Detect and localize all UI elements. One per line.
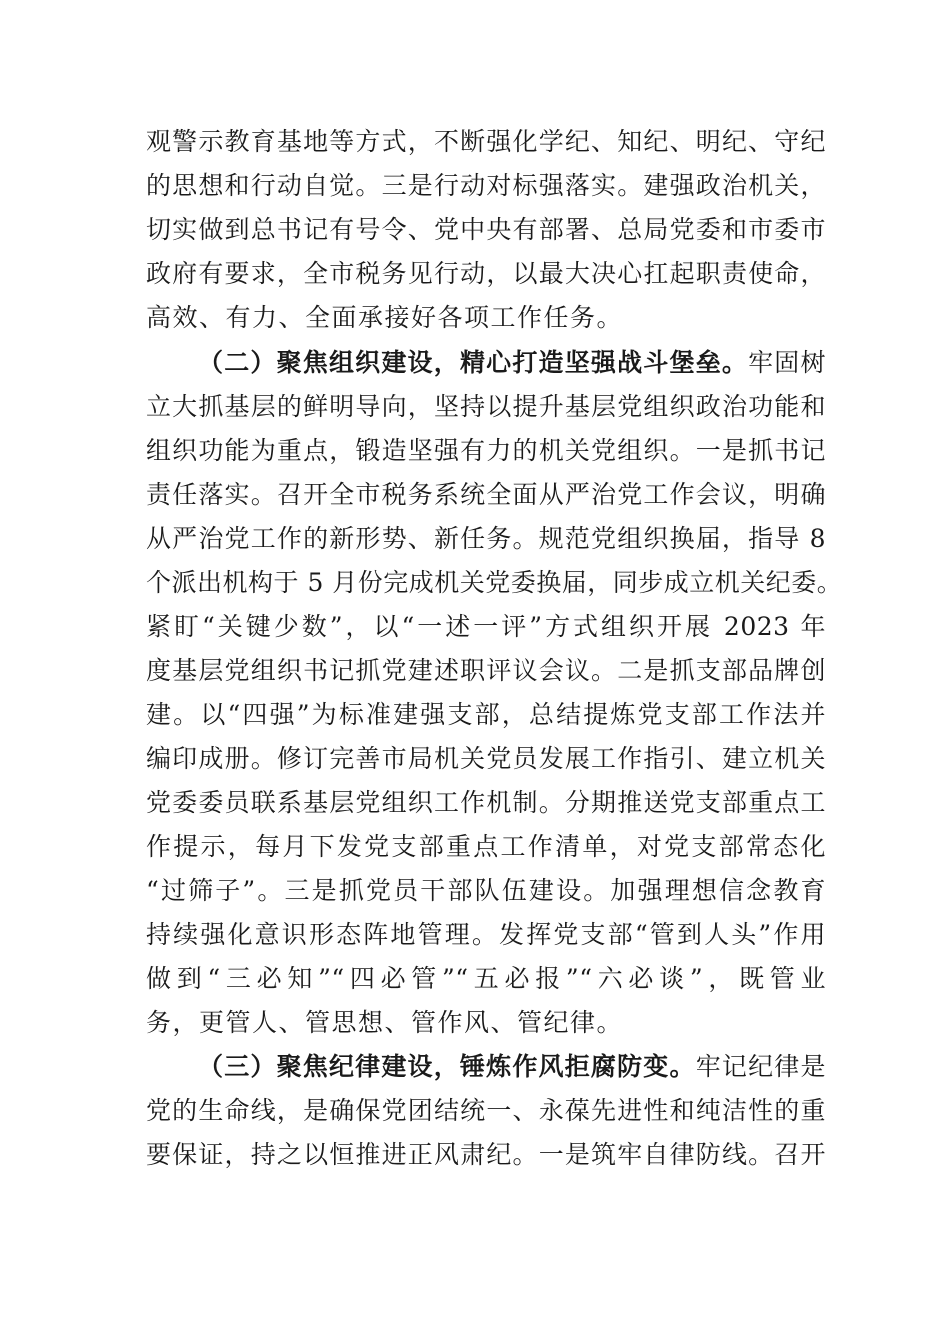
section-2-first-line-rest: 牢固树 [748, 348, 826, 377]
section-2-heading: （二）聚焦组织建设，精心打造坚强战斗堡垒。 [198, 348, 749, 377]
text-line: 观警示教育基地等方式，不断强化学纪、知纪、明纪、守纪 [146, 127, 826, 156]
text-line: 做到“三必知”“四必管”“五必报”“六必谈”，既管业 [146, 964, 826, 993]
section-2-first-line [198, 341, 826, 385]
section-3-heading: （三）聚焦纪律建设，锤炼作风拒腐防变。 [198, 1052, 696, 1081]
text-line: 度基层党组织书记抓党建述职评议会议。二是抓支部品牌创 [146, 656, 826, 685]
text-line: 切实做到总书记有号令、党中央有部署、总局党委和市委市 [146, 215, 826, 244]
section-3-first-line-rest: 牢记纪律是 [695, 1052, 826, 1081]
text-line: 政府有要求，全市税务见行动，以最大决心扛起职责使命， [146, 259, 826, 288]
text-line: 编印成册。修订完善市局机关党员发展工作指引、建立机关 [146, 744, 826, 773]
text-line: 紧盯“关键少数”，以“一述一评”方式组织开展 2023 年 [146, 612, 826, 641]
text-line: 务，更管人、管思想、管作风、管纪律。 [146, 1008, 624, 1037]
text-line: 责任落实。召开全市税务系统全面从严治党工作会议，明确 [146, 480, 826, 509]
text-line: 建。以“四强”为标准建强支部，总结提炼党支部工作法并 [146, 700, 826, 729]
text-line: 要保证，持之以恒推进正风肃纪。一是筑牢自律防线。召开 [146, 1140, 826, 1169]
text-line: 组织功能为重点，锻造坚强有力的机关党组织。一是抓书记 [146, 436, 826, 465]
text-line: 个派出机构于 5 月份完成机关党委换届，同步成立机关纪委。 [146, 568, 843, 597]
section-3-first-line [198, 1045, 826, 1089]
text-line: 从严治党工作的新形势、新任务。规范党组织换届，指导 8 [146, 524, 826, 553]
text-line: 持续强化意识形态阵地管理。发挥党支部“管到人头”作用 [146, 920, 826, 949]
text-line: 党委委员联系基层党组织工作机制。分期推送党支部重点工 [146, 788, 826, 817]
text-line: 党的生命线，是确保党团结统一、永葆先进性和纯洁性的重 [146, 1096, 826, 1125]
text-line: 高效、有力、全面承接好各项工作任务。 [146, 303, 624, 332]
text-line: 立大抓基层的鲜明导向，坚持以提升基层党组织政治功能和 [146, 392, 826, 421]
text-line: 作提示，每月下发党支部重点工作清单，对党支部常态化 [146, 832, 826, 861]
text-line: “过筛子”。三是抓党员干部队伍建设。加强理想信念教育 [146, 876, 826, 905]
text-line: 的思想和行动自觉。三是行动对标强落实。建强政治机关， [146, 171, 826, 200]
